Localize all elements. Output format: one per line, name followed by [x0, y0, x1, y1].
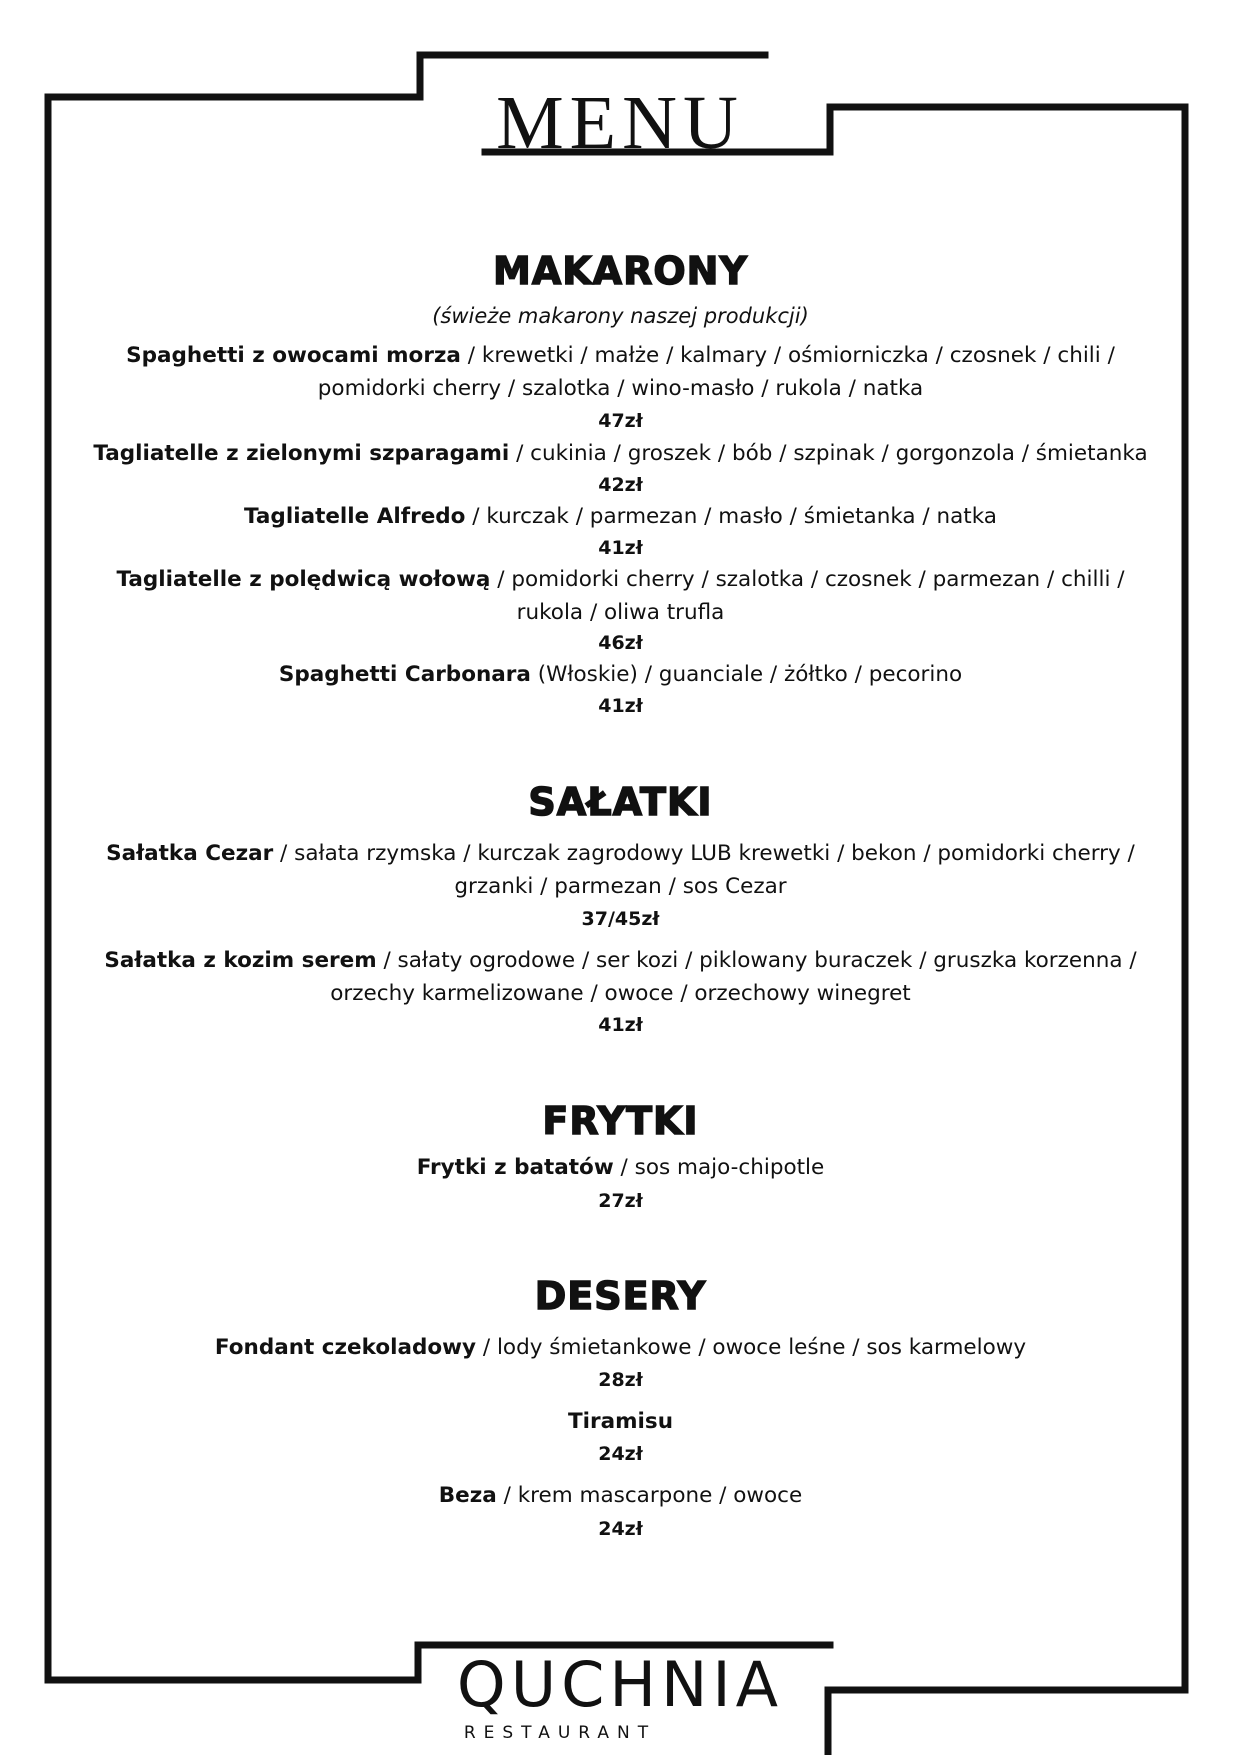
brand-logo: QUCHNIA — [456, 1648, 784, 1721]
item-description: / krewetki / małże / kalmary / ośmiorniczka / czosnek / chili / pomidorki cherry / szalotka / wino-masło / rukola / natka — [317, 343, 1115, 401]
item-description: / sos majo-chipotle — [613, 1155, 825, 1180]
item-name: Tiramisu — [567, 1409, 674, 1434]
item-description: / pomidorki cherry / szalotka / czosnek / parmezan / chilli / rukola / oliwa trufla — [490, 567, 1125, 625]
item-name: Tagliatelle z zielonymi szparagami — [93, 441, 510, 466]
item-price: 42zł — [598, 474, 643, 496]
section-subtitle: (świeże makarony naszej produkcji) — [432, 304, 809, 328]
item-description: / sałata rzymska / kurczak zagrodowy LUB krewetki / bekon / pomidorki cherry / grzanki / parmezan / sos Cezar — [273, 841, 1135, 899]
section-title-frytki: FRYTKI — [542, 1099, 699, 1143]
menu-item — [80, 944, 1161, 1010]
section-title-makarony: MAKARONY — [493, 249, 748, 293]
item-price: 24zł — [598, 1443, 643, 1465]
item-description: / cukinia / groszek / bób / szpinak / gorgonzola / śmietanka — [509, 441, 1148, 466]
item-price: 37/45zł — [581, 908, 660, 930]
item-name: Spaghetti Carbonara — [278, 662, 531, 687]
menu-item — [80, 563, 1161, 629]
item-price: 47zł — [598, 410, 643, 432]
item-price: 28zł — [598, 1369, 643, 1391]
menu-item — [80, 1405, 1161, 1438]
menu-item — [80, 1151, 1161, 1184]
item-name: Beza — [438, 1483, 497, 1508]
item-description: (Włoskie) / guanciale / żółtko / pecorino — [530, 662, 963, 687]
item-name: Frytki z batatów — [416, 1155, 614, 1180]
item-description: / kurczak / parmezan / masło / śmietanka / natka — [465, 504, 997, 529]
menu-item — [80, 339, 1161, 405]
item-name: Sałatka z kozim serem — [104, 948, 377, 973]
item-price: 41zł — [598, 695, 643, 717]
menu-item — [80, 837, 1161, 903]
item-name: Tagliatelle z polędwicą wołową — [116, 567, 491, 592]
item-name: Fondant czekoladowy — [214, 1335, 477, 1360]
item-name: Spaghetti z owocami morza — [126, 343, 461, 368]
item-price: 41zł — [598, 537, 643, 559]
item-description: / sałaty ogrodowe / ser kozi / piklowany buraczek / gruszka korzenna / orzechy karmelizowane / owoce / orzechowy winegret — [330, 948, 1137, 1006]
menu-item — [80, 500, 1161, 533]
item-name: Sałatka Cezar — [106, 841, 274, 866]
item-description: / lody śmietankowe / owoce leśne / sos karmelowy — [476, 1335, 1027, 1360]
item-price: 41zł — [598, 1014, 643, 1036]
item-price: 46zł — [598, 632, 643, 654]
menu-item — [80, 1331, 1161, 1364]
menu-item — [80, 658, 1161, 691]
item-description: / krem mascarpone / owoce — [496, 1483, 803, 1508]
item-name: Tagliatelle Alfredo — [244, 504, 466, 529]
section-title-salatki: SAŁATKI — [528, 780, 713, 824]
menu-item — [80, 437, 1161, 470]
menu-title: MENU — [496, 81, 744, 165]
brand-subtitle: RESTAURANT — [463, 1723, 657, 1743]
menu-item — [80, 1479, 1161, 1512]
item-price: 24zł — [598, 1518, 643, 1540]
item-price: 27zł — [598, 1190, 643, 1212]
section-title-desery: DESERY — [534, 1274, 707, 1318]
